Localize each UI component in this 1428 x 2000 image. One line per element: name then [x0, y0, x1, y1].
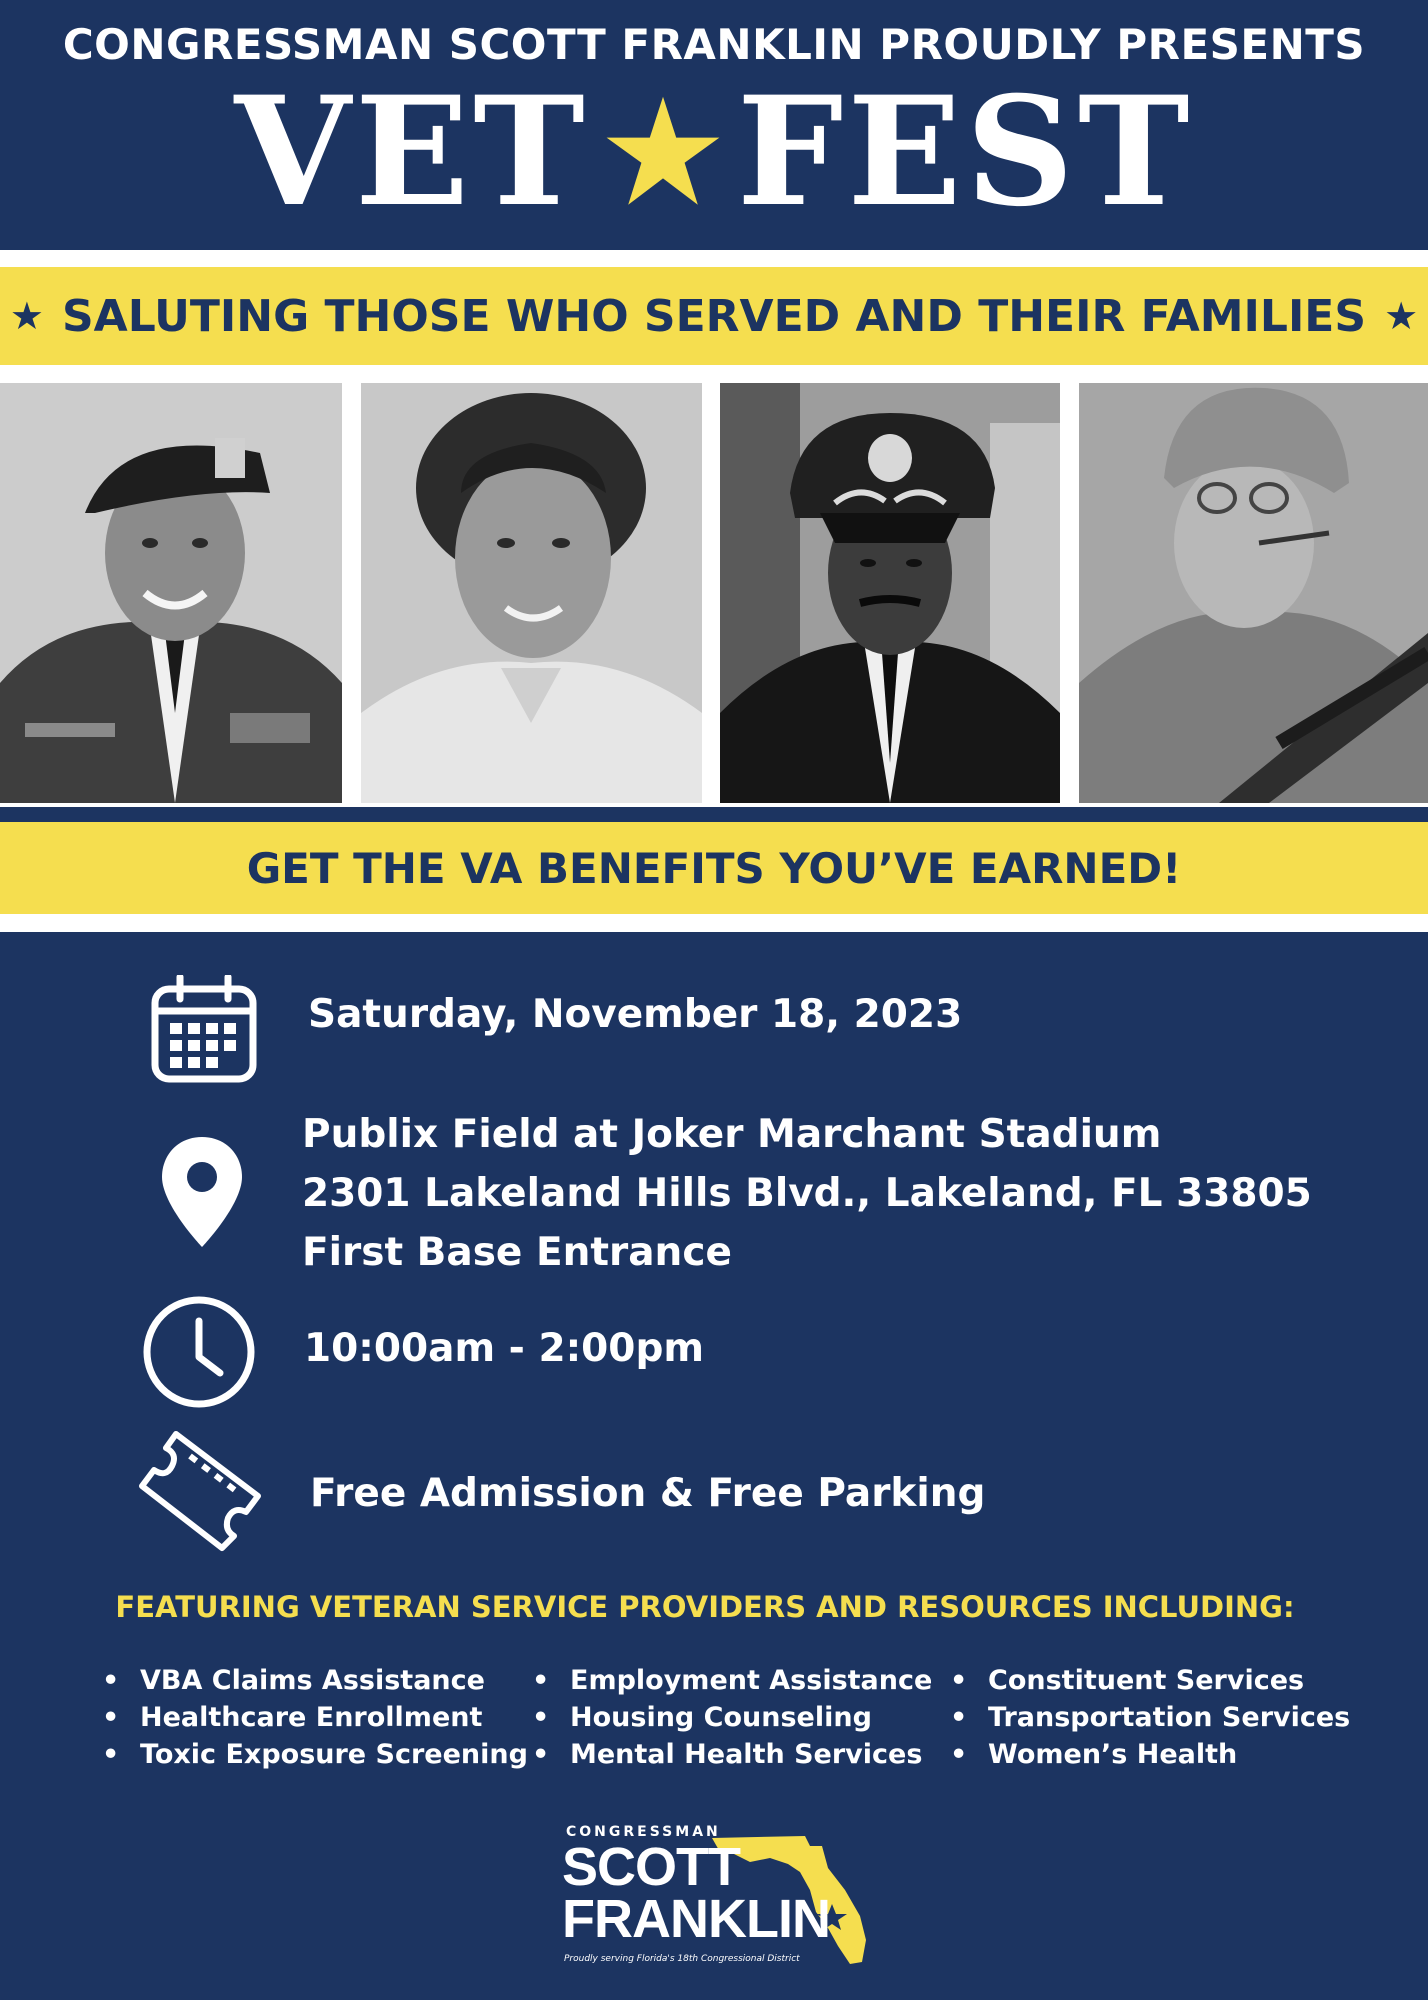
location-pin-icon — [160, 1135, 244, 1250]
event-admission-row — [0, 1430, 1428, 1555]
tagline-banner — [0, 267, 1428, 365]
venue-address: 2301 Lakeland Hills Blvd., Lakeland, FL 33805 — [302, 1171, 1312, 1216]
event-time: 10:00am - 2:00pm — [304, 1326, 704, 1371]
star-icon — [603, 92, 723, 212]
event-date: Saturday, November 18, 2023 — [308, 992, 963, 1037]
logo-scott: SCOTT — [562, 1837, 740, 1897]
event-time-row — [0, 1295, 1428, 1410]
benefits-text: GET THE VA BENEFITS YOU’VE EARNED! — [246, 843, 1182, 893]
services-column-3 — [950, 1662, 1350, 1773]
ticket-icon — [138, 1430, 266, 1554]
logo-tagline: Proudly serving Florida's 18th Congressional District — [564, 1954, 800, 1964]
title-vet: VET — [234, 64, 589, 240]
star-icon: ★ — [9, 294, 44, 338]
venue-name: Publix Field at Joker Marchant Stadium — [302, 1112, 1162, 1157]
services-column-1 — [102, 1662, 528, 1773]
venue-entrance: First Base Entrance — [302, 1230, 732, 1275]
congressman-logo — [560, 1820, 880, 1970]
veteran-photo-1 — [0, 383, 342, 803]
logo-congressman: CONGRESSMAN — [566, 1824, 721, 1840]
veteran-photo-2 — [361, 383, 702, 803]
presents-heading: CONGRESSMAN SCOTT FRANKLIN PROUDLY PRESENTS — [62, 20, 1366, 69]
services-column-2 — [532, 1662, 932, 1773]
admission-info: Free Admission & Free Parking — [310, 1471, 986, 1516]
divider — [0, 250, 1428, 267]
veteran-photo-4 — [1079, 383, 1428, 803]
event-title — [0, 64, 1428, 240]
service-item: • Transportation Services — [950, 1699, 1350, 1736]
tagline-text: SALUTING THOSE WHO SERVED AND THEIR FAMILIES — [61, 290, 1367, 342]
clock-icon — [142, 1295, 256, 1409]
service-item: • VBA Claims Assistance — [102, 1662, 528, 1699]
service-item: • Employment Assistance — [532, 1662, 932, 1699]
event-venue-row — [0, 1105, 1428, 1290]
star-icon: ★ — [1384, 294, 1419, 338]
service-item: • Healthcare Enrollment — [102, 1699, 528, 1736]
featuring-heading: FEATURING VETERAN SERVICE PROVIDERS AND RESOURCES INCLUDING: — [115, 1590, 1295, 1624]
service-item: • Toxic Exposure Screening — [102, 1736, 528, 1773]
veteran-photos — [0, 365, 1428, 807]
event-date-row — [0, 975, 1428, 1090]
title-fest: FEST — [736, 64, 1194, 240]
service-item: • Constituent Services — [950, 1662, 1350, 1699]
calendar-icon — [150, 975, 258, 1085]
service-item: • Housing Counseling — [532, 1699, 932, 1736]
divider — [0, 914, 1428, 932]
service-item: • Mental Health Services — [532, 1736, 932, 1773]
logo-franklin: FRANKLIN — [562, 1889, 830, 1949]
veteran-photo-3 — [720, 383, 1060, 803]
benefits-banner — [0, 822, 1428, 914]
header — [0, 0, 1428, 250]
service-item: • Women’s Health — [950, 1736, 1350, 1773]
